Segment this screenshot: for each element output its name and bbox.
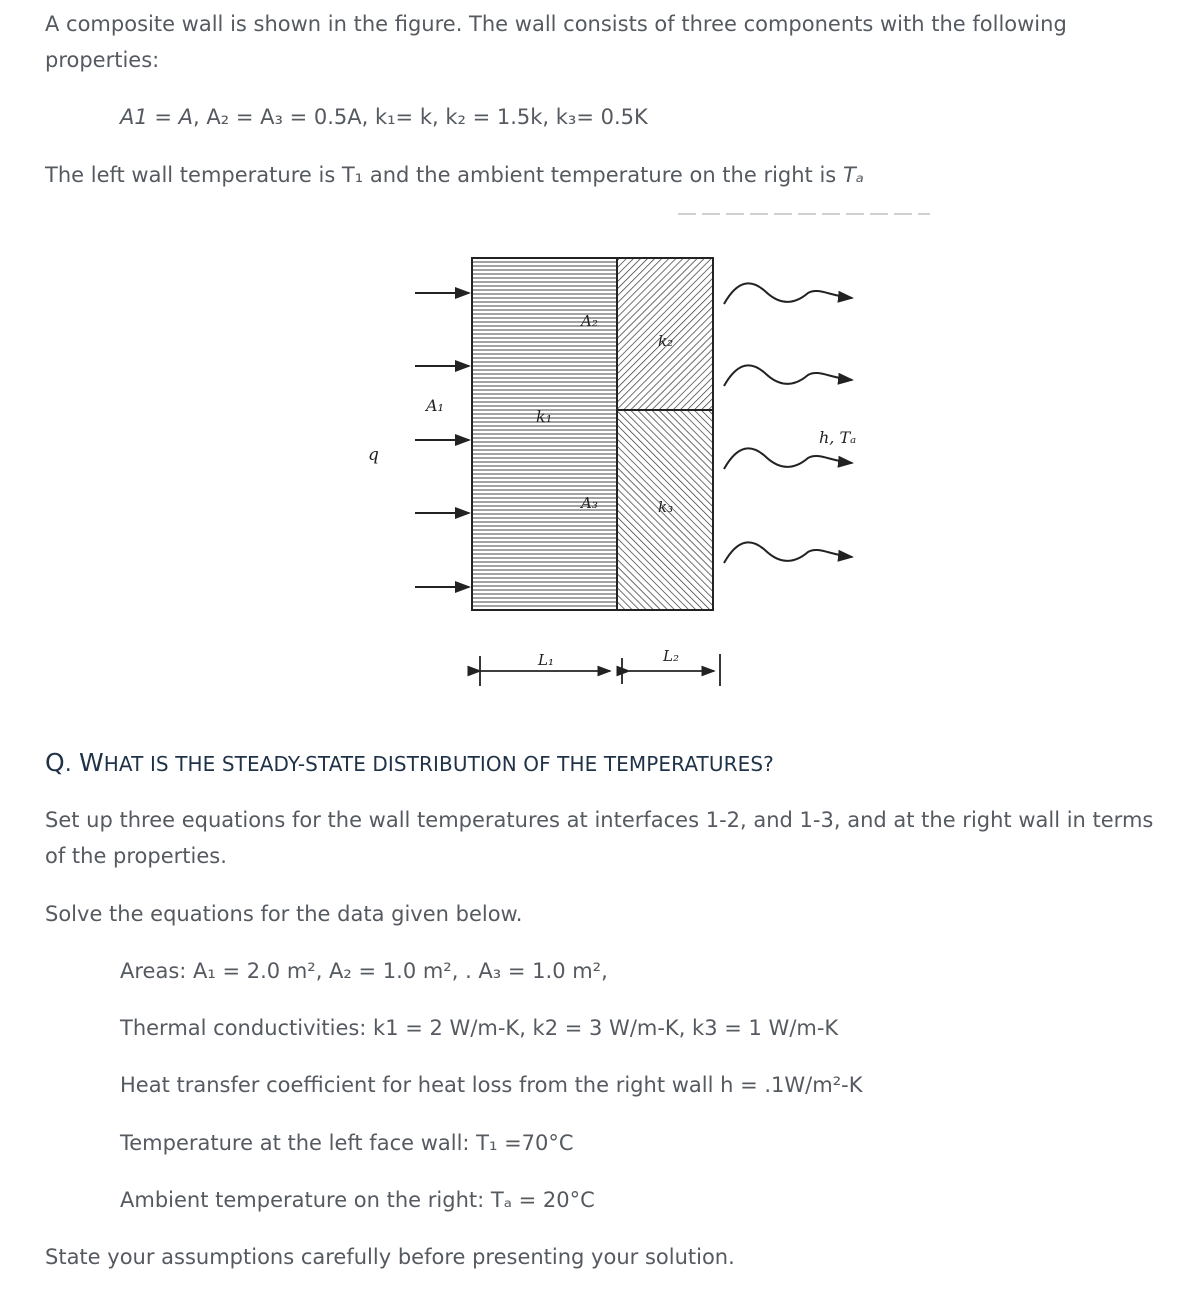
data-areas: Areas: A₁ = 2.0 m², A₂ = 1.0 m², . A₃ = 1.0 m², bbox=[120, 959, 608, 983]
data-ambient-temperature: Ambient temperature on the right: Tₐ = 20°C bbox=[120, 1188, 595, 1212]
label-l2: L₂ bbox=[663, 647, 679, 665]
label-q: q bbox=[368, 445, 379, 465]
data-heat-transfer-coefficient: Heat transfer coefficient for heat loss from the right wall h = .1W/m²-K bbox=[120, 1073, 863, 1097]
label-k1: k₁ bbox=[536, 407, 553, 426]
temperature-statement-text: The left wall temperature is T₁ and the ambient temperature on the right is bbox=[45, 163, 837, 187]
data-conductivities: Thermal conductivities: k1 = 2 W/m-K, k2 = 3 W/m-K, k3 = 1 W/m-K bbox=[120, 1016, 839, 1040]
solve-instruction: Solve the equations for the data given below. bbox=[45, 902, 523, 926]
intro-line-1: A composite wall is shown in the figure. The wall consists of three components with the following bbox=[45, 12, 1067, 36]
label-h-ta: h, Tₐ bbox=[819, 428, 857, 447]
properties-rest: , A₂ = A₃ = 0.5A, k₁= k, k₂ = 1.5k, k₃= 0.5K bbox=[193, 105, 648, 129]
wall-layer-1 bbox=[472, 258, 617, 610]
area-a1: A1 = A bbox=[120, 105, 194, 129]
temperature-statement bbox=[45, 157, 864, 193]
data-left-temperature: Temperature at the left face wall: T₁ =70°C bbox=[120, 1131, 574, 1155]
dimension-lines bbox=[480, 654, 720, 686]
label-a3: A₃ bbox=[581, 494, 598, 512]
label-a1: A₁ bbox=[426, 396, 444, 415]
intro-line-2: properties: bbox=[45, 48, 160, 72]
convection-arrows bbox=[724, 283, 852, 563]
setup-line-1: Set up three equations for the wall temperatures at interfaces 1-2, and 1-3, and at the right wall in terms bbox=[45, 808, 1154, 832]
label-a2: A₂ bbox=[581, 312, 598, 330]
incoming-heat-arrows bbox=[415, 293, 469, 587]
label-l1: L₁ bbox=[538, 651, 554, 669]
composite-wall-figure bbox=[340, 205, 940, 715]
setup-line-2: of the properties. bbox=[45, 844, 227, 868]
label-k2: k₂ bbox=[658, 332, 674, 350]
closing-instruction: State your assumptions carefully before presenting your solution. bbox=[45, 1245, 735, 1269]
question-heading: Q. WHAT IS THE STEADY-STATE DISTRIBUTION OF THE TEMPERATURES? bbox=[45, 748, 774, 777]
label-k3: k₃ bbox=[658, 498, 674, 516]
ambient-symbol: Tₐ bbox=[842, 163, 864, 187]
properties-line bbox=[120, 99, 648, 135]
